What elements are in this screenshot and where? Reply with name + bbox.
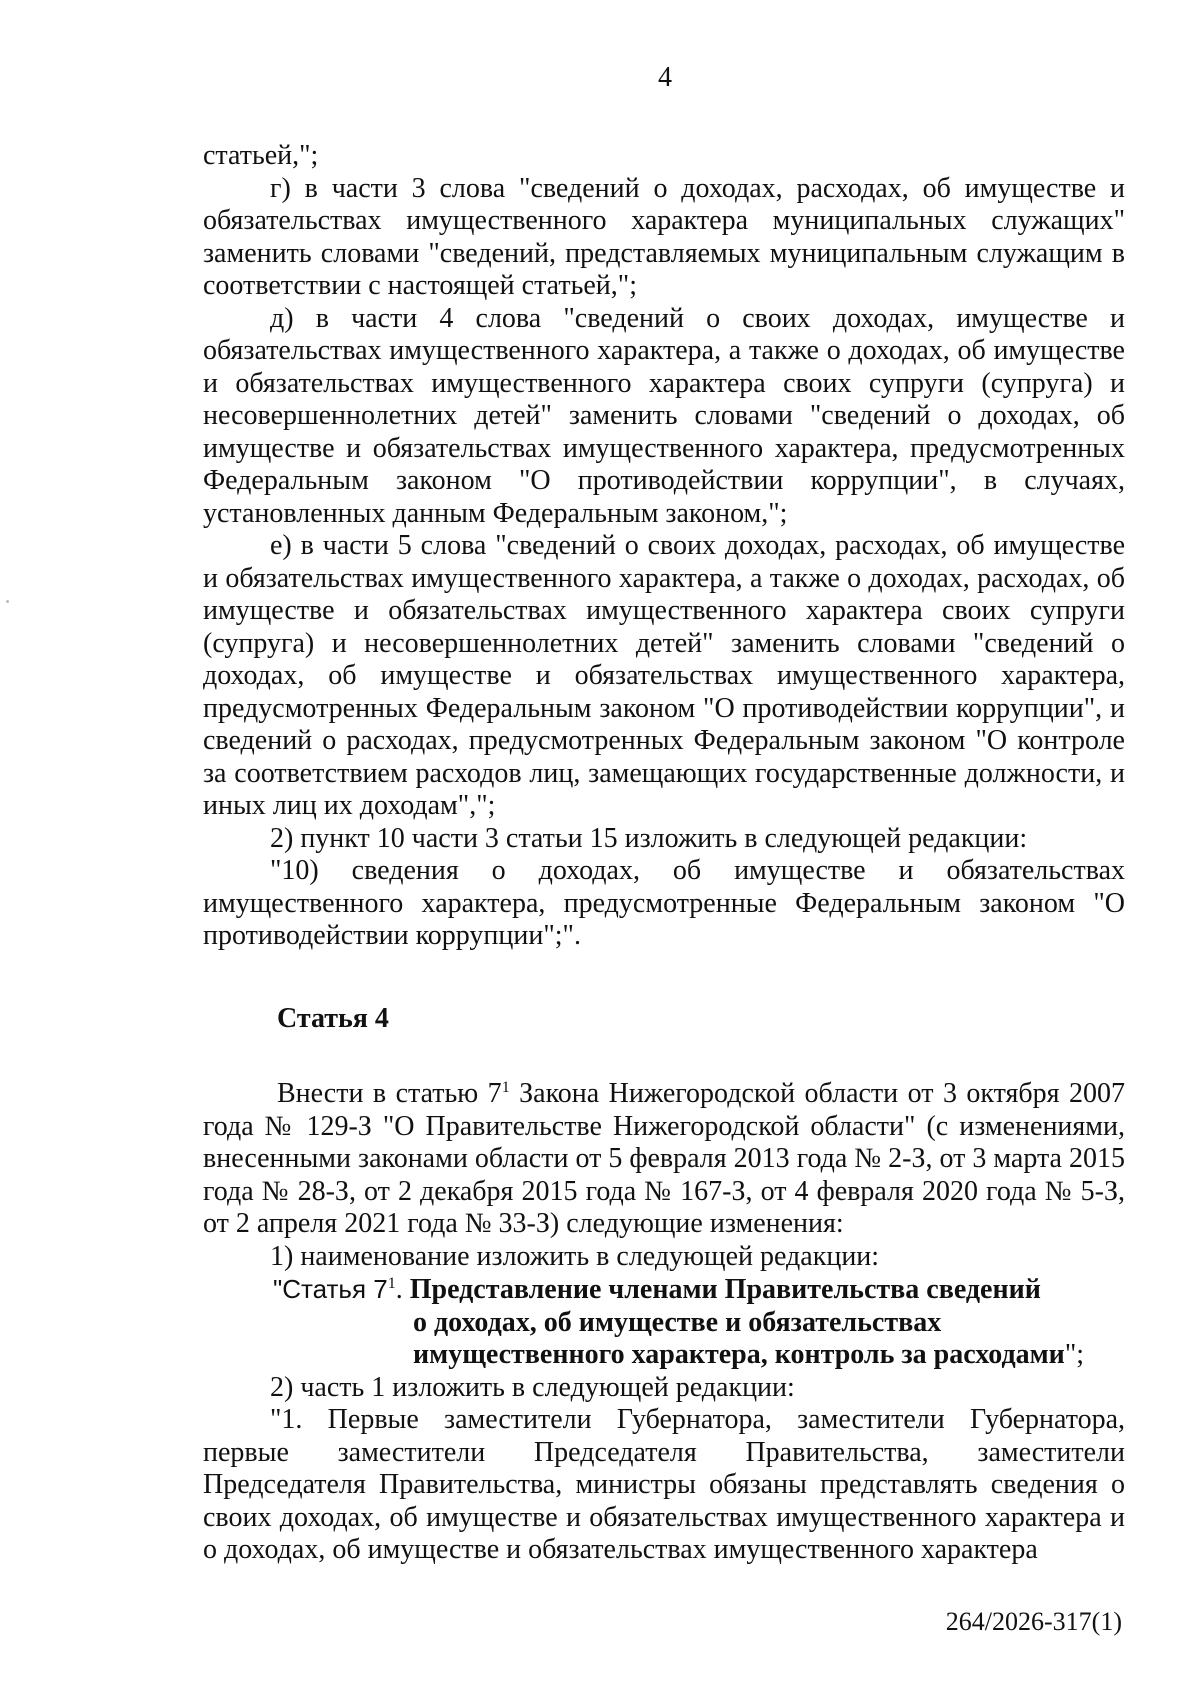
title-prefix: "Статья 7 bbox=[273, 1274, 388, 1304]
paragraph-item-d: д) в части 4 слова "сведений о своих доходах, имуществе и обязательствах имущественного характера, а также о доходах, об имуществе и обязательствах имущественного характера своих супруги (супруга) и несовершеннолетних детей" заменить словами "сведений о доходах, об имуществе и обязательствах имущественного характера, предусмотренных Федеральным законом "О противодействии коррупции", в случаях, установленных данным Федеральным законом,"; bbox=[203, 302, 1125, 529]
document-code: 264/2026-317(1) bbox=[945, 1607, 1122, 1636]
paragraph-item-2b: 2) часть 1 изложить в следующей редакции: bbox=[270, 1371, 795, 1403]
page-number: 4 bbox=[658, 62, 672, 93]
paragraph-quote-10: "10) сведения о доходах, об имуществе и обязательствах имущественного характера, предусмотренные Федеральным законом "О противодействии коррупции";". bbox=[203, 855, 1125, 951]
paragraph-continuation: статьей,"; bbox=[203, 140, 319, 171]
scan-speck bbox=[6, 600, 9, 603]
article-heading: Статья 4 bbox=[277, 1002, 389, 1034]
title-suffix: "; bbox=[1064, 1339, 1085, 1370]
title-line-3: имущественного характера, контроль за расходами bbox=[413, 1339, 1065, 1370]
title-line-2: о доходах, об имуществе и обязательствах bbox=[413, 1306, 942, 1338]
title-line-3-wrap bbox=[273, 1339, 1125, 1372]
paragraph-article-intro bbox=[203, 1078, 1125, 1241]
paragraph-item-g: г) в части 3 слова "сведений о доходах, расходах, об имуществе и обязательствах имущественного характера муниципальных служащих" заменить словами "сведений, представляемых муниципальным служащим в соответствии с настоящей статьей,"; bbox=[203, 172, 1125, 301]
paragraph-item-e: е) в части 5 слова "сведений о своих доходах, расходах, об имуществе и обязательствах имущественного характера, а также о доходах, расходах, об имуществе и обязательствах имущественного характера своих супруги (супруга) и несовершеннолетних детей" заменить словами "сведений о доходах, об имуществе и обязательствах имущественного характера, предусмотренных Федеральным законом "О противодействии коррупции", и сведений о расходах, предусмотренных Федеральным законом "О контроле за соответствием расходов лиц, замещающих государственные должности, и иных лиц их доходам","; bbox=[203, 530, 1125, 821]
document-body bbox=[203, 140, 1125, 1567]
intro-text-rest: Закона Нижегородской области от 3 октября 2007 года № 129-З "О Правительстве Нижегородской области" (с изменениями, внесенными законами области от 5 февраля 2013 года № 2-З, от 3 марта 2015 года № 28-З, от 2 декабря 2015 года № 167-З, от 4 февраля 2020 года № 5-З, от 2 апреля 2021 года № 33-З) следующие изменения: bbox=[203, 1078, 1125, 1239]
intro-text-start: Внести в статью 7 bbox=[277, 1078, 502, 1109]
article-title-quote bbox=[203, 1273, 1125, 1372]
title-superscript: 1 bbox=[387, 1275, 396, 1292]
title-dot: . bbox=[395, 1274, 410, 1305]
paragraph-part-1-quote: "1. Первые заместители Губернатора, заместители Губернатора, первые заместители Председателя Правительства, заместители Председателя Правительства, министры обязаны представлять сведения о своих доходах, об имуществе и обязательствах имущественного характера и о доходах, об имуществе и обязательствах имущественного характера bbox=[203, 1404, 1125, 1565]
paragraph-item-1: 1) наименование изложить в следующей редакции: bbox=[270, 1240, 880, 1272]
title-line-1: Представление членами Правительства сведений bbox=[409, 1274, 1041, 1305]
intro-superscript: 1 bbox=[501, 1079, 510, 1096]
paragraph-item-2: 2) пункт 10 части 3 статьи 15 изложить в следующей редакции: bbox=[270, 822, 1028, 854]
